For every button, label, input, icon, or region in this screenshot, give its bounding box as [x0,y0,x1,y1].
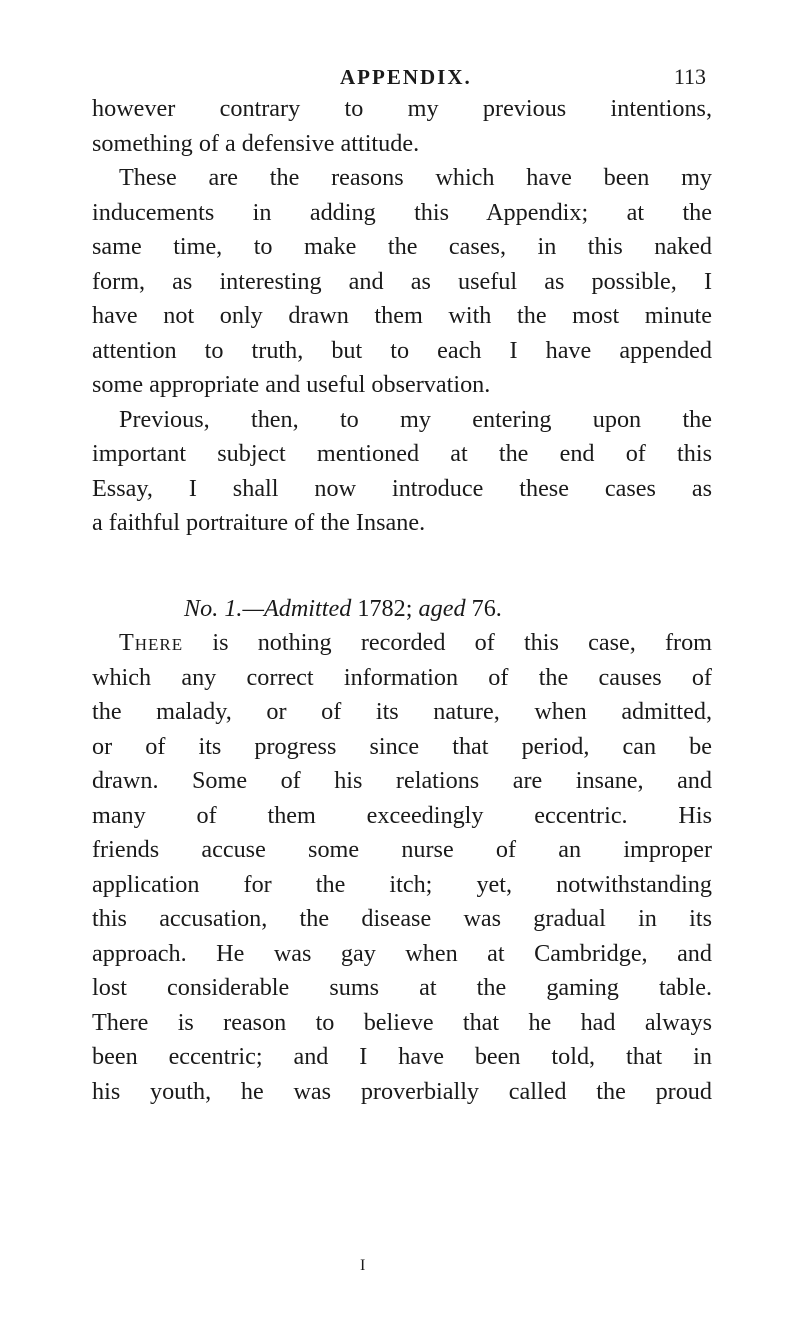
paragraph-introduction [92,403,712,541]
page-number: 113 [673,64,706,89]
running-title: APPENDIX. [340,65,472,89]
paragraph-continuation [92,92,712,161]
case-admitted-label: —Admitted [242,594,352,622]
case-year: 1782; [357,594,413,622]
first-line-text: is nothing recorded of this case, from [183,629,712,656]
text-line: however contrary to my previous intentions, [92,95,712,122]
text-line: form, as interesting and as useful as possible, I [92,267,712,295]
text-line: the malady, or of its nature, when admitted, [92,698,712,725]
paragraph-reasons [92,161,712,403]
text-line: There is reason to believe that he had always [92,1008,712,1036]
text-line: approach. He was gay when at Cambridge, and [92,939,712,967]
text-line: Essay, I shall now introduce these cases as [92,474,712,502]
text-line: These are the reasons which have been my [119,164,712,191]
case-heading [92,592,712,627]
text-line-first [92,626,712,661]
case-age: 76. [471,594,502,622]
paragraph-case-description [92,626,712,1109]
text-line: friends accuse some nurse of an improper [92,836,712,863]
text-line: inducements in adding this Appendix; at the [92,198,712,226]
text-line: lost considerable sums at the gaming table. [92,974,712,1001]
text-line: many of them exceedingly eccentric. His [92,801,712,829]
text-line: same time, to make the cases, in this naked [92,233,712,260]
text-line: some appropriate and useful observation. [92,371,491,398]
text-line: which any correct information of the causes of [92,663,712,691]
text-line: a faithful portraiture of the Insane. [92,509,426,536]
text-line: attention to truth, but to each I have appended [92,336,712,364]
signature-mark: I [360,1257,366,1274]
book-page [92,62,712,1109]
text-line: been eccentric; and I have been told, that in [92,1043,712,1070]
text-line: his youth, he was proverbially called the proud [92,1077,712,1105]
drop-word: There [119,629,184,656]
text-line: this accusation, the disease was gradual in its [92,905,712,932]
text-line: important subject mentioned at the end of this [92,440,712,467]
text-line: Previous, then, to my entering upon the [119,405,712,433]
text-line: drawn. Some of his relations are insane, and [92,767,712,794]
case-number: No. 1. [184,594,243,622]
case-aged-label: aged [418,594,466,622]
running-head [92,62,712,92]
text-line: something of a defensive attitude. [92,129,420,157]
text-line: or of its progress since that period, can be [92,732,712,760]
text-line: have not only drawn them with the most minute [92,302,712,329]
text-line: application for the itch; yet, notwithstanding [92,870,712,898]
